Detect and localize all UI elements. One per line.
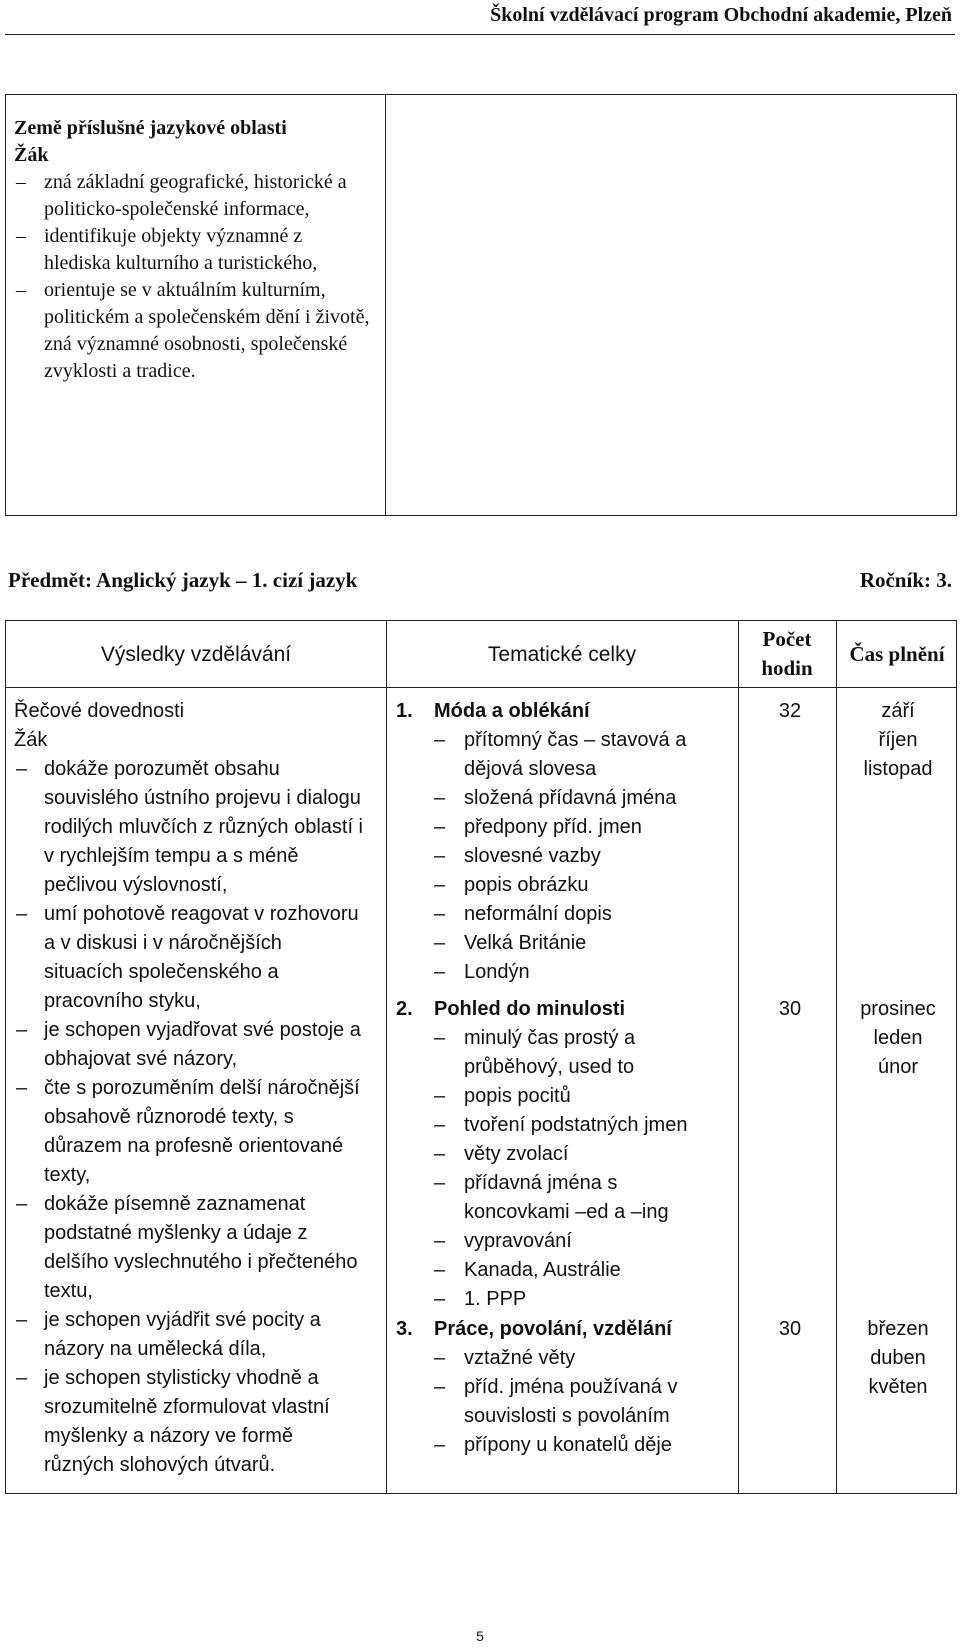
section-subheading: Žák (14, 144, 49, 166)
empty-cell (386, 95, 956, 515)
list-item: – Kanada, Austrálie (396, 1256, 736, 1285)
month-label: únor (877, 1056, 919, 1078)
subject-line (8, 568, 952, 593)
header-topics: Tematické celky (487, 642, 637, 666)
list-item: – dokáže porozumět obsahu souvislého ústního projevu i dialogu rodilých mluvčích z různých oblastí i v rychlejším tempu a s méně pečlivou výslovností, (14, 755, 364, 900)
subject-label: Předmět: Anglický jazyk – 1. cizí jazyk (8, 568, 358, 592)
topic-list (396, 1024, 736, 1314)
month-label: květen (868, 1376, 928, 1398)
results-subtitle: Žák (14, 729, 48, 751)
page-number: 5 (476, 1628, 484, 1644)
list-item: – věty zvolací (396, 1140, 736, 1169)
time-values (842, 995, 954, 1082)
outcomes-cell (6, 95, 386, 515)
list-item: – čte s porozuměním delší náročnější obsahově různorodé texty, s důrazem na profesně orientované texty, (14, 1074, 364, 1190)
list-item: – přípony u konatelů děje (396, 1431, 736, 1460)
topic-list (396, 726, 736, 987)
topic-section (396, 995, 736, 1314)
list-item: – přídavná jména s koncovkami –ed a –ing (396, 1169, 696, 1227)
header-divider (5, 34, 955, 35)
list-item: – minulý čas prostý a průběhový, used to (396, 1024, 696, 1082)
list-item: – Londýn (396, 958, 736, 987)
topic-title (396, 995, 736, 1024)
header-hours: Počet hodin (761, 627, 813, 680)
outcomes-box-top (5, 94, 957, 516)
list-item: – je schopen vyjádřit své pocity a názory na umělecká díla, (14, 1306, 364, 1364)
results-title: Řečové dovednosti (14, 700, 185, 722)
column-divider (738, 621, 739, 1493)
topic-number: 1. (396, 700, 413, 722)
document-header: Školní vzdělávací program Obchodní akademie, Plzeň (490, 4, 952, 26)
header-results: Výsledky vzdělávání (100, 642, 292, 666)
list-item: – tvoření podstatných jmen (396, 1111, 736, 1140)
list-item: – popis pocitů (396, 1082, 736, 1111)
topic-name: Práce, povolání, vzdělání (434, 1318, 672, 1340)
topic-name: Móda a oblékání (434, 700, 590, 722)
list-item: – umí pohotově reagovat v rozhovoru a v diskusi i v náročnějších situacích společenského a pracovního styku, (14, 900, 364, 1016)
list-item: – zná základní geografické, historické a politicko-společenské informace, (14, 169, 374, 223)
hours-value: 30 (778, 1318, 802, 1340)
month-label: leden (873, 1027, 923, 1049)
list-item: – dokáže písemně zaznamenat podstatné myšlenky a údaje z delšího vyslechnutého i přečteného textu, (14, 1190, 364, 1306)
header-time: Čas plnění (849, 641, 945, 666)
curriculum-table (5, 620, 957, 1494)
section-heading: Země příslušné jazykové oblasti (14, 117, 287, 139)
list-item: – složená přídavná jména (396, 784, 736, 813)
list-item: – přítomný čas – stavová a dějová slovesa (396, 726, 696, 784)
list-item: – orientuje se v aktuálním kulturním, politickém a společenském dění i životě, zná významné osobnosti, společenské zvyklosti a tradice. (14, 277, 374, 385)
outcomes-list (14, 169, 385, 385)
topic-title (396, 697, 736, 726)
list-item: – Velká Británie (396, 929, 736, 958)
list-item: – identifikuje objekty významné z hlediska kulturního a turistického, (14, 223, 364, 277)
time-values (842, 697, 954, 784)
topic-name: Pohled do minulosti (434, 998, 626, 1020)
topic-section (396, 697, 736, 987)
hours-value: 30 (778, 998, 802, 1020)
results-cell (14, 697, 384, 1480)
month-label: září (881, 700, 915, 722)
month-label: prosinec (860, 998, 936, 1020)
topic-section (396, 1315, 736, 1460)
hours-value: 32 (778, 700, 802, 722)
topic-title (396, 1315, 736, 1344)
results-list (14, 755, 384, 1480)
list-item: – 1. PPP (396, 1285, 736, 1314)
month-label: duben (870, 1347, 926, 1369)
list-item: – vypravování (396, 1227, 736, 1256)
list-item: – vztažné věty (396, 1344, 736, 1373)
column-divider (386, 621, 387, 1493)
topic-number: 2. (396, 998, 413, 1020)
list-item: – popis obrázku (396, 871, 736, 900)
month-label: březen (867, 1318, 929, 1340)
topic-number: 3. (396, 1318, 413, 1340)
time-values (842, 1315, 954, 1402)
list-item: – slovesné vazby (396, 842, 736, 871)
list-item: – je schopen vyjadřovat své postoje a obhajovat své názory, (14, 1016, 364, 1074)
list-item: – neformální dopis (396, 900, 736, 929)
month-label: listopad (863, 758, 933, 780)
month-label: říjen (878, 729, 918, 751)
grade-label: Ročník: 3. (859, 568, 952, 592)
list-item: – je schopen stylisticky vhodně a srozumitelně zformulovat vlastní myšlenky a názory ve formě různých slohových útvarů. (14, 1364, 364, 1480)
list-item: – příd. jména používaná v souvislosti s povoláním (396, 1373, 764, 1431)
topic-list (396, 1344, 736, 1460)
list-item: – předpony příd. jmen (396, 813, 736, 842)
column-divider (836, 621, 837, 1493)
